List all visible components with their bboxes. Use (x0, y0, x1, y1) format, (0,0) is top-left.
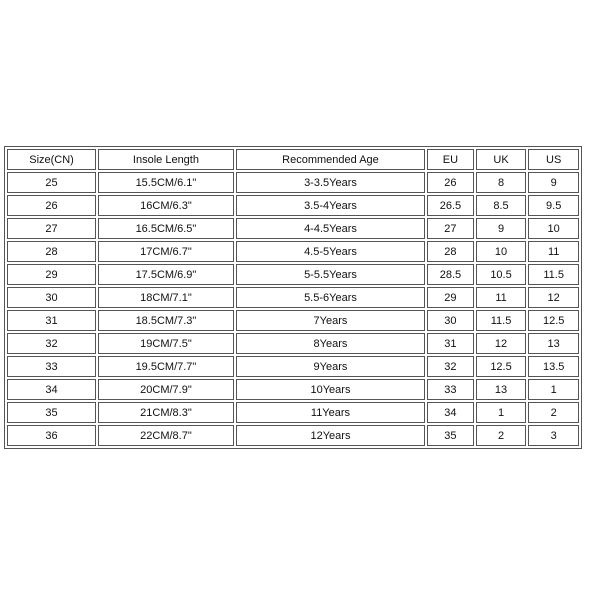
cell-insole-length: 17CM/6.7" (98, 241, 234, 262)
cell-uk: 2 (476, 425, 527, 446)
cell-uk: 12.5 (476, 356, 527, 377)
cell-recommended-age: 5-5.5Years (236, 264, 425, 285)
cell-eu: 26 (427, 172, 474, 193)
cell-size-cn: 30 (7, 287, 96, 308)
cell-us: 9 (528, 172, 579, 193)
cell-uk: 13 (476, 379, 527, 400)
cell-recommended-age: 4-4.5Years (236, 218, 425, 239)
cell-us: 10 (528, 218, 579, 239)
cell-eu: 31 (427, 333, 474, 354)
cell-size-cn: 27 (7, 218, 96, 239)
cell-uk: 9 (476, 218, 527, 239)
cell-insole-length: 18.5CM/7.3" (98, 310, 234, 331)
cell-uk: 11 (476, 287, 527, 308)
header-cell-us: US (528, 149, 579, 170)
header-cell-size-cn: Size(CN) (7, 149, 96, 170)
header-cell-insole-length: Insole Length (98, 149, 234, 170)
cell-us: 1 (528, 379, 579, 400)
cell-uk: 10 (476, 241, 527, 262)
cell-us: 3 (528, 425, 579, 446)
header-cell-eu: EU (427, 149, 474, 170)
cell-recommended-age: 3.5-4Years (236, 195, 425, 216)
cell-insole-length: 18CM/7.1" (98, 287, 234, 308)
table-row (7, 195, 579, 216)
cell-recommended-age: 11Years (236, 402, 425, 423)
cell-recommended-age: 5.5-6Years (236, 287, 425, 308)
cell-size-cn: 31 (7, 310, 96, 331)
table-row (7, 333, 579, 354)
cell-insole-length: 16CM/6.3" (98, 195, 234, 216)
cell-size-cn: 34 (7, 379, 96, 400)
cell-us: 11.5 (528, 264, 579, 285)
cell-us: 9.5 (528, 195, 579, 216)
size-chart-table (4, 146, 582, 449)
cell-eu: 32 (427, 356, 474, 377)
cell-insole-length: 17.5CM/6.9" (98, 264, 234, 285)
cell-us: 2 (528, 402, 579, 423)
cell-eu: 27 (427, 218, 474, 239)
header-cell-uk: UK (476, 149, 527, 170)
cell-insole-length: 19CM/7.5" (98, 333, 234, 354)
cell-us: 13 (528, 333, 579, 354)
cell-recommended-age: 3-3.5Years (236, 172, 425, 193)
cell-eu: 28.5 (427, 264, 474, 285)
cell-uk: 8 (476, 172, 527, 193)
cell-eu: 28 (427, 241, 474, 262)
header-row (7, 149, 579, 170)
cell-eu: 30 (427, 310, 474, 331)
header-cell-recommended-age: Recommended Age (236, 149, 425, 170)
cell-us: 12 (528, 287, 579, 308)
cell-size-cn: 36 (7, 425, 96, 446)
cell-recommended-age: 7Years (236, 310, 425, 331)
cell-us: 12.5 (528, 310, 579, 331)
table-row (7, 310, 579, 331)
cell-us: 11 (528, 241, 579, 262)
cell-eu: 35 (427, 425, 474, 446)
cell-size-cn: 32 (7, 333, 96, 354)
table-row (7, 356, 579, 377)
cell-uk: 1 (476, 402, 527, 423)
cell-recommended-age: 9Years (236, 356, 425, 377)
size-chart-body (7, 149, 579, 446)
cell-eu: 34 (427, 402, 474, 423)
cell-size-cn: 28 (7, 241, 96, 262)
cell-recommended-age: 12Years (236, 425, 425, 446)
cell-uk: 10.5 (476, 264, 527, 285)
cell-uk: 11.5 (476, 310, 527, 331)
cell-recommended-age: 4.5-5Years (236, 241, 425, 262)
cell-size-cn: 33 (7, 356, 96, 377)
cell-eu: 26.5 (427, 195, 474, 216)
cell-size-cn: 26 (7, 195, 96, 216)
size-chart-container (4, 146, 582, 449)
table-row (7, 172, 579, 193)
table-row (7, 402, 579, 423)
table-row (7, 287, 579, 308)
cell-insole-length: 21CM/8.3" (98, 402, 234, 423)
cell-eu: 29 (427, 287, 474, 308)
cell-eu: 33 (427, 379, 474, 400)
cell-uk: 12 (476, 333, 527, 354)
cell-recommended-age: 10Years (236, 379, 425, 400)
table-row (7, 218, 579, 239)
cell-insole-length: 22CM/8.7" (98, 425, 234, 446)
table-row (7, 379, 579, 400)
cell-size-cn: 25 (7, 172, 96, 193)
cell-us: 13.5 (528, 356, 579, 377)
cell-size-cn: 35 (7, 402, 96, 423)
cell-insole-length: 19.5CM/7.7" (98, 356, 234, 377)
table-row (7, 264, 579, 285)
table-row (7, 241, 579, 262)
cell-insole-length: 20CM/7.9" (98, 379, 234, 400)
cell-size-cn: 29 (7, 264, 96, 285)
table-row (7, 425, 579, 446)
cell-insole-length: 16.5CM/6.5" (98, 218, 234, 239)
cell-uk: 8.5 (476, 195, 527, 216)
cell-insole-length: 15.5CM/6.1" (98, 172, 234, 193)
cell-recommended-age: 8Years (236, 333, 425, 354)
